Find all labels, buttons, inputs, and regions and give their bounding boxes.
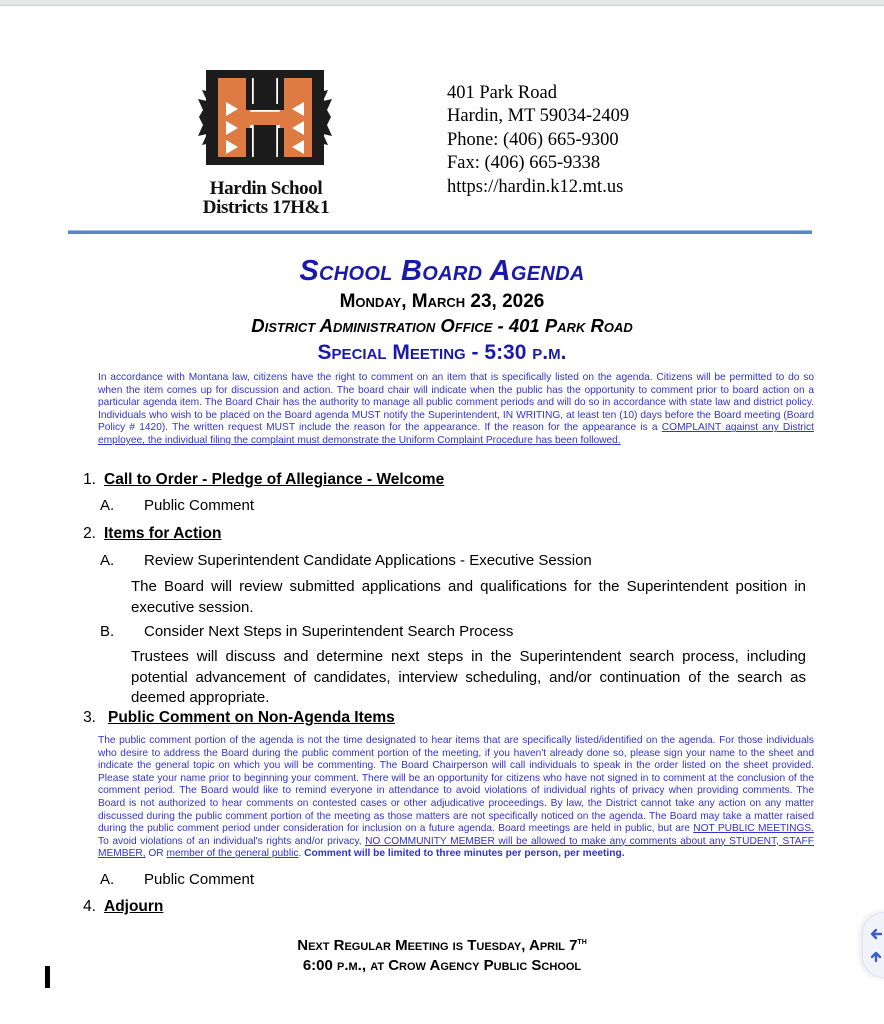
pcn-underline-1: NOT PUBLIC MEETINGS. bbox=[693, 823, 814, 835]
agenda-item-3-number: 3. bbox=[83, 709, 96, 726]
address-website: https://hardin.k12.mt.us bbox=[447, 176, 624, 197]
agenda-item-4-title: Adjourn bbox=[104, 898, 164, 915]
letterhead bbox=[0, 58, 884, 218]
agenda-item-4-number: 4. bbox=[83, 898, 96, 915]
agenda-item-2-number: 2. bbox=[83, 525, 96, 542]
logo-line-1: Hardin School bbox=[209, 178, 323, 199]
pcn-part-3: OR bbox=[145, 848, 167, 860]
page-title: School Board Agenda bbox=[299, 255, 585, 287]
montana-law-notice bbox=[98, 372, 814, 448]
address-city-state-zip: Hardin, MT 59034-2409 bbox=[447, 106, 630, 127]
meeting-date: Monday, March 23, 2026 bbox=[339, 291, 545, 312]
agenda-item-2b-letter: B. bbox=[100, 623, 115, 640]
meeting-type-time: Special Meeting - 5:30 p.m. bbox=[317, 341, 567, 364]
public-comment-notice bbox=[98, 735, 814, 861]
agenda-item-3-title: Public Comment on Non-Agenda Items bbox=[108, 709, 395, 726]
ordinal-suffix: th bbox=[577, 936, 587, 947]
agenda-item-1-title: Call to Order - Pledge of Allegiance - Welcome bbox=[104, 471, 445, 488]
agenda-item-3a-text: Public Comment bbox=[144, 871, 255, 888]
arrow-left-icon[interactable] bbox=[869, 927, 883, 941]
agenda-item-1a-text: Public Comment bbox=[144, 497, 255, 514]
agenda-item-3a-letter: A. bbox=[100, 871, 115, 888]
address-street: 401 Park Road bbox=[447, 83, 557, 103]
notice-complaint-underlined: COMPLAINT against any District employee, the individual filing the complaint must demonstrate the Uniform Complaint Procedure has been followed. bbox=[98, 422, 814, 446]
next-meeting-line-1 bbox=[0, 932, 884, 956]
logo-wordmark bbox=[196, 179, 336, 217]
text-cursor bbox=[44, 965, 51, 989]
address-phone: Phone: (406) 665-9300 bbox=[447, 129, 619, 150]
pcn-part-2: To avoid violations of an individual's rights and/or privacy, bbox=[98, 835, 366, 847]
pcn-part-1: The public comment portion of the agenda is not the time designated to hear items that are specifically listed/identified on the agenda. For those individuals who desire to address the Board during the public comment portion of the meeting, if you haven't already done so, please sign your name to the sheet and indicate the general topic on which you will be commenting. The Board Chairperson will call individuals to speak in the order listed on the sheet provided. Please state your name prior to beginning your comment. There will be an opportunity for citizens who have not signed in to comment at the conclusion of the comment period. The Board would like to remind everyone in attendance to avoid violations of individual rights of privacy when providing comments. The Board is not authorized to hear comments on contested cases or other adjudicative proceedings. By law, the District cannot take any action on any matter discussed during the public comment portion of the meeting as those matters are not specifically noticed on the agenda. The Board may take a matter raised during the public comment period under consideration for inclusion on a future agenda. Board meetings are held in public, but are bbox=[98, 735, 814, 835]
floating-action-widget[interactable] bbox=[862, 912, 884, 978]
agenda-item-2a-letter: A. bbox=[100, 552, 115, 569]
agenda-item-2a-text: Review Superintendent Candidate Applications - Executive Session bbox=[144, 552, 592, 569]
agenda-title-block bbox=[0, 254, 884, 366]
next-meeting-footer bbox=[0, 932, 884, 975]
next-meeting-text: Next Regular Meeting is Tuesday, April 7 bbox=[297, 937, 578, 954]
header-divider-rule bbox=[68, 230, 812, 234]
hardin-h-logo-icon bbox=[196, 66, 334, 178]
agenda-item-2-title: Items for Action bbox=[104, 525, 222, 542]
address-fax: Fax: (406) 665-9338 bbox=[447, 153, 601, 174]
district-address-block bbox=[447, 82, 629, 199]
agenda-item-1a-letter: A. bbox=[100, 497, 115, 514]
pcn-underline-2: NO COMMUNITY MEMBER will be allowed to make any comments about any STUDENT, STAFF MEMBER, bbox=[98, 835, 815, 860]
notice-body: In accordance with Montana law, citizens have the right to comment on an item that is specifically listed on the agenda. Citizens will be permitted to do so when the item comes up for discussion and action. The board chair will indicate when the public has the opportunity to comment prior to board action on a particular agenda item. The Board Chair has the authority to manage all public comment periods and will do so in accordance with state law and district policy. Individuals who wish to be placed on the Board agenda MUST notify the Superintendent, IN WRITING, at least ten (10) days before the Board meeting (Board Policy # 1420). The written request MUST include the reason for the appearance. If the reason for the appearance is a bbox=[98, 372, 814, 434]
agenda-item-2b-body: Trustees will discuss and determine next steps in the Superintendent search process, including potential advancement of candidates, interview scheduling, and/or continuation of the search as deemed appropriate. bbox=[131, 648, 806, 706]
agenda-item-2b-text: Consider Next Steps in Superintendent Search Process bbox=[144, 623, 514, 640]
pcn-underline-3: member of the general public bbox=[166, 848, 299, 860]
meeting-location: District Administration Office - 401 Park Road bbox=[251, 315, 633, 336]
logo-line-2: Districts 17H&1 bbox=[202, 197, 330, 218]
agenda-item-1-number: 1. bbox=[83, 471, 96, 488]
next-meeting-line-2: 6:00 p.m., at Crow Agency Public School bbox=[302, 956, 582, 974]
agenda-item-2a-body: The Board will review submitted applications and qualifications for the Superintendent position in executive session. bbox=[131, 578, 806, 616]
arrow-up-icon[interactable] bbox=[869, 949, 883, 963]
document-page bbox=[0, 6, 884, 1024]
pcn-bold-closing: Comment will be limited to three minutes per person, per meeting. bbox=[304, 848, 625, 860]
pcn-part-4: . bbox=[298, 848, 305, 860]
district-logo bbox=[196, 66, 336, 216]
